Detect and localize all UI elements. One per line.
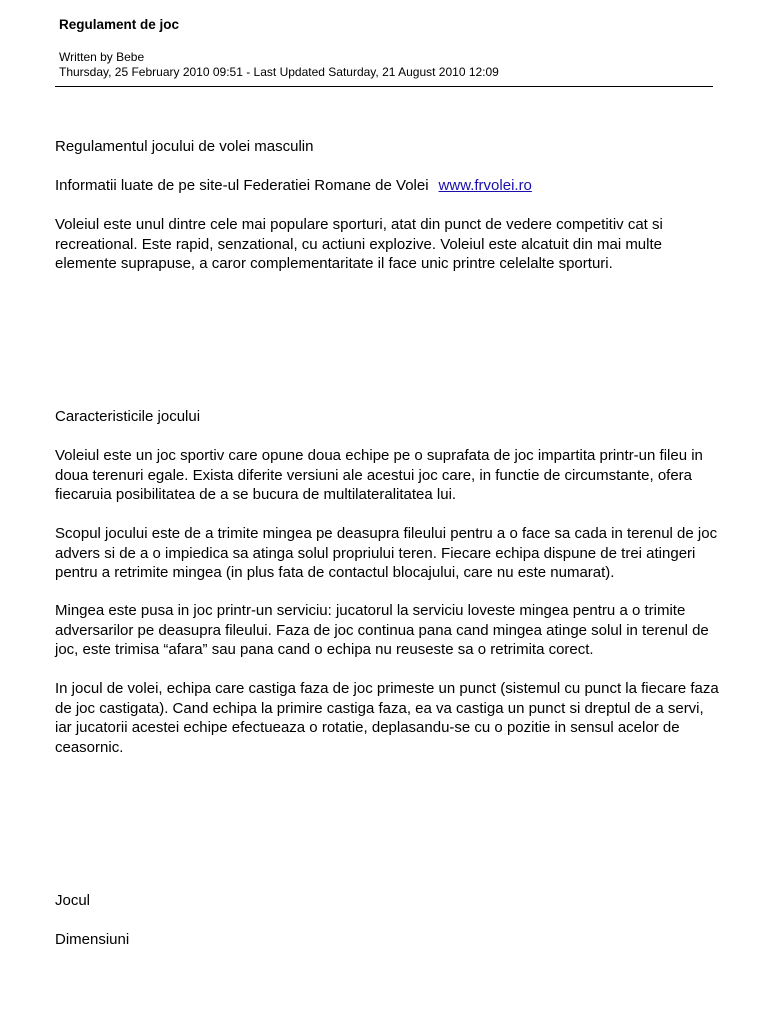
source-text: Informatii luate de pe site-ul Federatiei Romane de Volei: [55, 177, 429, 194]
source-link[interactable]: www.frvolei.ro: [438, 177, 532, 194]
section-heading-regulament: Regulamentul jocului de volei masculin: [55, 138, 314, 155]
paragraph-caracteristici-2: Scopul jocului este de a trimite mingea pe deasupra fileului pentru a o face sa cada in terenul de joc advers si de a o impiedica sa atinga solul propriului teren. Fiecare echipa dispune de trei atingeri pentru a retrimite mingea (in plus fata de contactul blocajului, care nu este numarat).: [55, 525, 718, 581]
document-title: Regulament de joc: [59, 17, 180, 32]
author-line: Written by Bebe: [59, 50, 145, 64]
section-heading-caracteristici: Caracteristicile jocului: [55, 408, 201, 425]
date-line: Thursday, 25 February 2010 09:51 - Last Updated Saturday, 21 August 2010 12:09: [59, 65, 499, 79]
paragraph-caracteristici-4: In jocul de volei, echipa care castiga faza de joc primeste un punct (sistemul cu punct la fiecare faza de joc castigata). Cand echipa la primire castiga faza, ea va castiga un punct si dreptul de a servi, iar jucatorii acestei echipe efectueaza o rotatie, deplasandu-se cu o pozitie in sensul acelor de ceasornic.: [55, 680, 719, 756]
header-divider: [55, 86, 713, 87]
section-heading-dimensiuni: Dimensiuni: [55, 931, 130, 948]
paragraph-caracteristici-3: Mingea este pusa in joc printr-un serviciu: jucatorul la serviciu loveste mingea pentru a o trimite adversarilor pe deasupra fileului. Faza de joc continua pana cand mingea atinge solul in terenul de joc, este trimisa “afara” sau pana cand o echipa nu reuseste sa o retrimita corect.: [55, 602, 709, 658]
article-meta: [59, 50, 499, 80]
intro-paragraph: Voleiul este unul dintre cele mai populare sporturi, atat din punct de vedere competitiv cat si recreational. Este rapid, senzational, cu actiuni explozive. Voleiul este alcatuit din mai multe elemente suprapuse, a caror complementaritate il face unic printre celelalte sporturi.: [55, 216, 663, 272]
section-heading-jocul: Jocul: [55, 892, 91, 909]
paragraph-caracteristici-1: Voleiul este un joc sportiv care opune doua echipe pe o suprafata de joc impartita printr-un fileu in doua terenuri egale. Exista diferite versiuni ale acestui joc care, in functie de circumstante, ofera fiecaruia posibilitatea de a se bucura de multilateralitatea lui.: [55, 447, 703, 503]
source-paragraph: [55, 176, 720, 196]
